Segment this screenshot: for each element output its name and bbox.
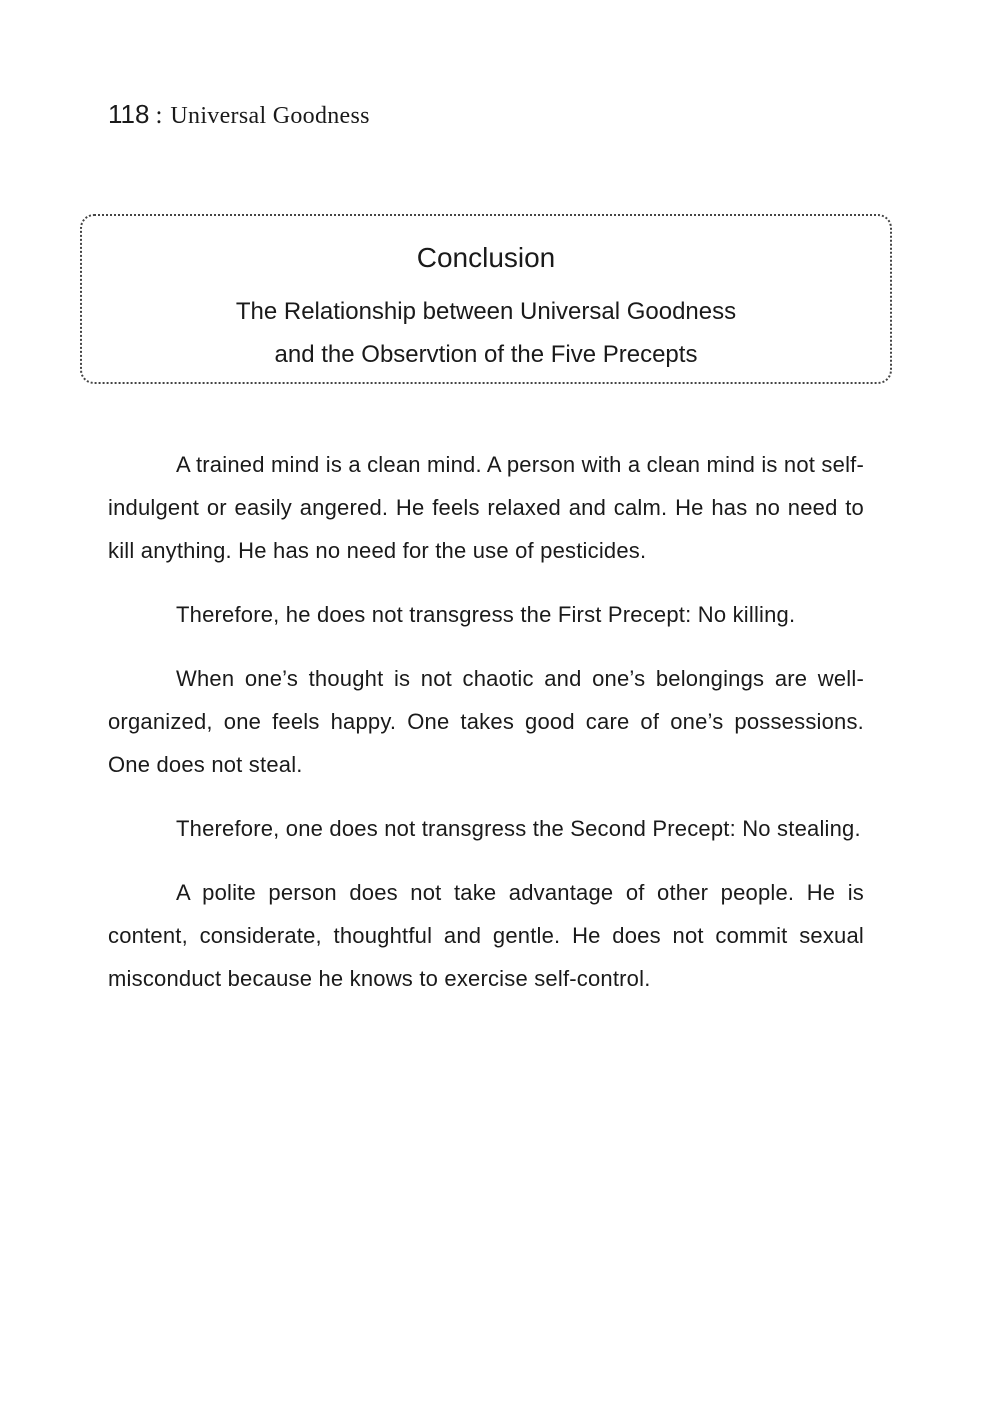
paragraph: Therefore, one does not transgress the Second Precept: No stealing. (176, 816, 861, 841)
chapter-subheading-line-2: and the Observtion of the Five Precepts (274, 341, 698, 368)
body-text (108, 443, 864, 1021)
book-title: Universal Goodness (170, 103, 370, 129)
paragraph: Therefore, he does not transgress the First Precept: No killing. (176, 602, 796, 627)
paragraph: A trained mind is a clean mind. A person with a clean mind is not self-indulgent or easily angered. He feels relaxed and calm. He has no need to kill anything. He has no need for the use of pesticides. (108, 452, 864, 563)
chapter-subheading (82, 290, 890, 376)
header-separator: : (155, 102, 163, 129)
running-header (108, 96, 370, 134)
chapter-heading: Conclusion (416, 242, 556, 273)
page-number: 118 (108, 99, 150, 129)
paragraph: When one’s thought is not chaotic and one’s belongings are well-organized, one feels happy. One takes good care of one’s possessions. One does not steal. (108, 666, 864, 777)
chapter-subheading-line-1: The Relationship between Universal Goodness (235, 298, 737, 325)
paragraph: A polite person does not take advantage of other people. He is content, considerate, thoughtful and gentle. He does not commit sexual misconduct because he knows to exercise self-control. (108, 880, 864, 991)
chapter-title-box (80, 214, 892, 384)
